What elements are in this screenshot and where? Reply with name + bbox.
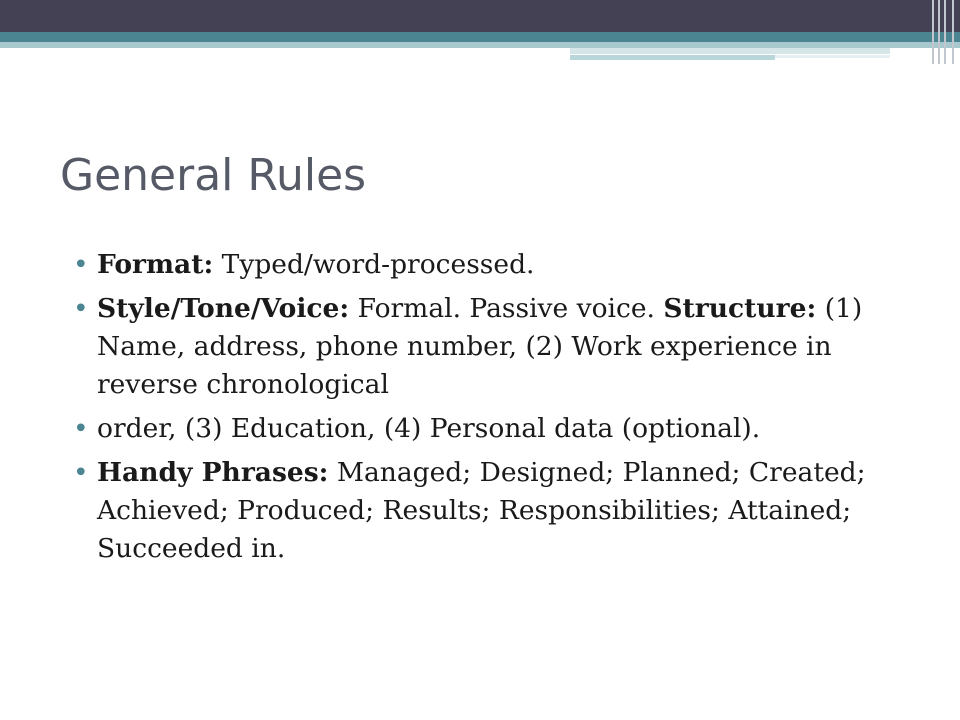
bullet-item	[73, 410, 933, 448]
header-accent-strip	[570, 55, 775, 60]
bullet-label: Style/Tone/Voice:	[97, 293, 350, 324]
bullet-label: Structure:	[663, 293, 817, 324]
bullet-text: Managed; Designed; Planned; Created; Achieved; Produced; Results; Responsibilities; Attained; Succeeded in.	[97, 457, 866, 564]
header-accent-strip	[775, 55, 890, 58]
bullet-item	[73, 454, 933, 568]
bullet-text: order, (3) Education, (4) Personal data (optional).	[97, 413, 761, 444]
bullet-text: Typed/word-processed.	[213, 249, 535, 280]
header-banner-dark	[0, 0, 960, 32]
header-banner-teal	[0, 32, 960, 42]
bullet-text: (1) Name, address, phone number, (2) Work experience in reverse chronological	[97, 293, 863, 400]
slide-title: General Rules	[60, 150, 367, 201]
header-edge-lines	[930, 0, 960, 64]
bullet-text: Formal. Passive voice.	[349, 293, 664, 324]
bullet-item	[73, 246, 933, 284]
bullet-label: Format:	[97, 249, 214, 280]
bullet-list	[73, 246, 933, 574]
bullet-item	[73, 290, 933, 404]
header-accent-strip	[570, 48, 890, 54]
bullet-label: Handy Phrases:	[97, 457, 329, 488]
